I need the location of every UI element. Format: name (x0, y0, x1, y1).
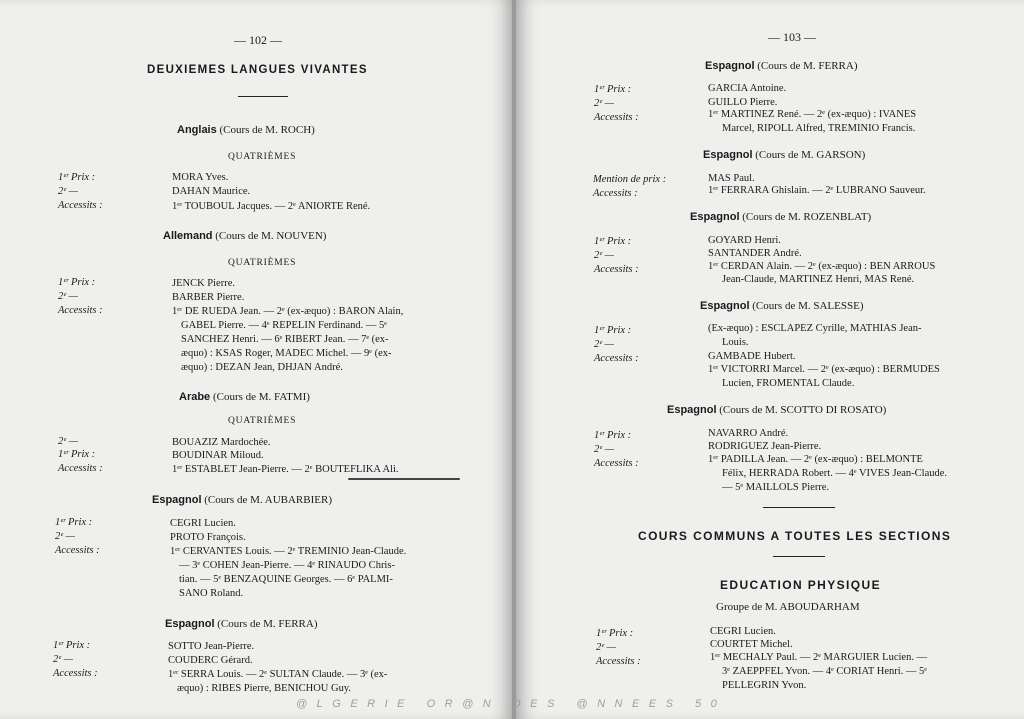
award-label: Accessits : (594, 353, 639, 364)
award-label: 2ᵉ — (55, 531, 75, 542)
watermark: @LGERIE OR@N DES @NNEES 50 (296, 698, 727, 710)
award-names: BOUDINAR Miloud. (172, 450, 264, 461)
course-heading-espagnol-scotto: Espagnol (Cours de M. SCOTTO DI ROSATO) (667, 404, 887, 416)
award-names: GAMBADE Hubert. (708, 351, 796, 362)
award-names: JENCK Pierre. (172, 278, 235, 289)
award-label: Accessits : (58, 200, 103, 211)
award-label: Accessits : (58, 463, 103, 474)
award-label: Accessits : (594, 264, 639, 275)
award-label: Accessits : (55, 545, 100, 556)
award-label: 2ᵉ — (53, 654, 73, 665)
award-label: 1ᵉʳ Prix : (594, 236, 632, 247)
award-names: Marcel, RIPOLL Alfred, TREMINIO Francis. (722, 123, 916, 134)
award-label: 1ᵉʳ Prix : (58, 172, 96, 183)
course-heading-espagnol-ferra: Espagnol (Cours de M. FERRA) (165, 618, 318, 630)
award-names: Lucien, FROMENTAL Claude. (722, 378, 855, 389)
award-label: 1ᵉʳ Prix : (594, 325, 632, 336)
award-names: GUILLO Pierre. (708, 97, 778, 108)
award-label: 1ᵉʳ Prix : (58, 277, 96, 288)
section-rule (763, 507, 835, 508)
award-names: (Ex-æquo) : ESCLAPEZ Cyrille, MATHIAS Jean- (708, 323, 922, 334)
award-label: 2ᵉ — (58, 436, 78, 447)
award-label: Mention de prix : (593, 174, 667, 185)
group-heading: Groupe de M. ABOUDARHAM (716, 601, 860, 613)
award-names: 1ᵉʳ DE RUEDA Jean. — 2ᵉ (ex-æquo) : BARON Alain, (172, 306, 404, 317)
award-names: RODRIGUEZ Jean-Pierre. (708, 441, 822, 452)
award-label: Accessits : (596, 656, 641, 667)
award-names: COUDERC Gérard. (168, 655, 253, 666)
course-heading-arabe: Arabe (Cours de M. FATMI) (179, 391, 310, 403)
award-names: æquo) : DEZAN Jean, DHJAN André. (181, 362, 343, 373)
award-names: Louis. (722, 337, 749, 348)
award-names: 1ᵉʳ SERRA Louis. — 2ᵉ SULTAN Claude. — 3ᵉ (ex- (168, 669, 388, 680)
award-names: SANO Roland. (179, 588, 244, 599)
award-names: COURTET Michel. (710, 639, 793, 650)
course-heading-espagnol-aubarbier: Espagnol (Cours de M. AUBARBIER) (152, 494, 332, 506)
award-names: BARBER Pierre. (172, 292, 245, 303)
course-heading-espagnol-ferra-2: Espagnol (Cours de M. FERRA) (705, 60, 858, 72)
award-label: 2ᵉ — (596, 642, 616, 653)
level-subheading: QUATRIÈMES (228, 416, 297, 426)
course-heading-allemand: Allemand (Cours de M. NOUVEN) (163, 230, 327, 242)
award-names: Jean-Claude, MARTINEZ Henri, MAS René. (722, 274, 915, 285)
award-label: Accessits : (594, 458, 639, 469)
award-label: Accessits : (58, 305, 103, 316)
award-names: 1ᵉʳ CERVANTES Louis. — 2ᵉ TREMINIO Jean-Claude. (170, 546, 407, 557)
award-names: CEGRI Lucien. (710, 626, 776, 637)
award-names: SOTTO Jean-Pierre. (168, 641, 255, 652)
award-names: DAHAN Maurice. (172, 186, 251, 197)
award-names: æquo) : RIBES Pierre, BENICHOU Guy. (177, 683, 352, 694)
award-names: MORA Yves. (172, 172, 229, 183)
award-names: 1ᵉʳ MARTINEZ René. — 2ᵉ (ex-æquo) : IVANES (708, 109, 917, 120)
award-names: 1ᵉʳ VICTORRI Marcel. — 2ᵉ (ex-æquo) : BERMUDES (708, 364, 940, 375)
award-names: — 5ᵉ MAILLOLS Pierre. (722, 482, 830, 493)
award-names: 1ᵉʳ FERRARA Ghislain. — 2ᵉ LUBRANO Sauveur. (708, 185, 926, 196)
award-names: Félix, HERRADA Robert. — 4ᵉ VIVES Jean-Claude. (722, 468, 948, 479)
award-names: CEGRI Lucien. (170, 518, 236, 529)
award-names: GOYARD Henri. (708, 235, 781, 246)
award-label: 1ᵉʳ Prix : (58, 449, 96, 460)
ink-underline (348, 478, 460, 480)
award-label: 1ᵉʳ Prix : (596, 628, 634, 639)
physical-education-title: EDUCATION PHYSIQUE (720, 578, 881, 592)
award-names: 1ᵉʳ ESTABLET Jean-Pierre. — 2ᵉ BOUTEFLIKA Ali. (172, 464, 399, 475)
award-label: 1ᵉʳ Prix : (55, 517, 93, 528)
award-names: SANCHEZ Henri. — 6ᵉ RIBERT Jean. — 7ᵉ (ex- (181, 334, 389, 345)
award-names: — 3ᵉ COHEN Jean-Pierre. — 4ᵉ RINAUDO Chris- (179, 560, 395, 571)
section-rule (773, 556, 825, 557)
award-label: 2ᵉ — (58, 186, 78, 197)
course-heading-anglais: Anglais (Cours de M. ROCH) (177, 124, 315, 136)
award-label: 2ᵉ — (594, 339, 614, 350)
course-heading-espagnol-garson: Espagnol (Cours de M. GARSON) (703, 149, 866, 161)
award-names: 3ᵉ ZAEPPFEL Yvon. — 4ᵉ CORIAT Henri. — 5ᵉ (722, 666, 927, 677)
award-label: 2ᵉ — (58, 291, 78, 302)
award-label: 2ᵉ — (594, 98, 614, 109)
award-names: PROTO François. (170, 532, 246, 543)
award-names: æquo) : KSAS Roger, MADEC Michel. — 9ᵉ (ex- (181, 348, 392, 359)
section-title: DEUXIEMES LANGUES VIVANTES (147, 64, 368, 76)
page-number-right: — 103 — (768, 30, 816, 44)
award-names: PELLEGRIN Yvon. (722, 680, 807, 691)
award-names: 1ᵉʳ CERDAN Alain. — 2ᵉ (ex-æquo) : BEN ARROUS (708, 261, 936, 272)
level-subheading: QUATRIÈMES (228, 258, 297, 268)
award-label: Accessits : (593, 188, 638, 199)
award-label: 1ᵉʳ Prix : (53, 640, 91, 651)
award-label: 2ᵉ — (594, 250, 614, 261)
award-names: MAS Paul. (708, 173, 755, 184)
award-names: tian. — 5ᵉ BENZAQUINE Georges. — 6ᵉ PALMI- (179, 574, 393, 585)
award-label: Accessits : (53, 668, 98, 679)
award-names: GARCIA Antoine. (708, 83, 787, 94)
award-names: SANTANDER André. (708, 248, 802, 259)
common-courses-title: COURS COMMUNS A TOUTES LES SECTIONS (638, 529, 952, 543)
page-number-left: — 102 — (234, 33, 282, 47)
title-rule (238, 96, 288, 97)
award-names: GABEL Pierre. — 4ᵉ REPELIN Ferdinand. — 5ᵉ (181, 320, 387, 331)
award-names: NAVARRO André. (708, 428, 789, 439)
award-label: 1ᵉʳ Prix : (594, 430, 632, 441)
award-names: BOUAZIZ Mardochée. (172, 437, 271, 448)
award-label: 2ᵉ — (594, 444, 614, 455)
course-heading-espagnol-rozenblat: Espagnol (Cours de M. ROZENBLAT) (690, 211, 872, 223)
course-heading-espagnol-salesse: Espagnol (Cours de M. SALESSE) (700, 300, 864, 312)
award-label: 1ᵉʳ Prix : (594, 84, 632, 95)
award-label: Accessits : (594, 112, 639, 123)
award-names: 1ᵉʳ MECHALY Paul. — 2ᵉ MARGUIER Lucien. — (710, 652, 928, 663)
level-subheading: QUATRIÈMES (228, 152, 297, 162)
award-names: 1ᵉʳ TOUBOUL Jacques. — 2ᵉ ANIORTE René. (172, 201, 371, 212)
award-names: 1ᵉʳ PADILLA Jean. — 2ᵉ (ex-æquo) : BELMONTE (708, 454, 923, 465)
